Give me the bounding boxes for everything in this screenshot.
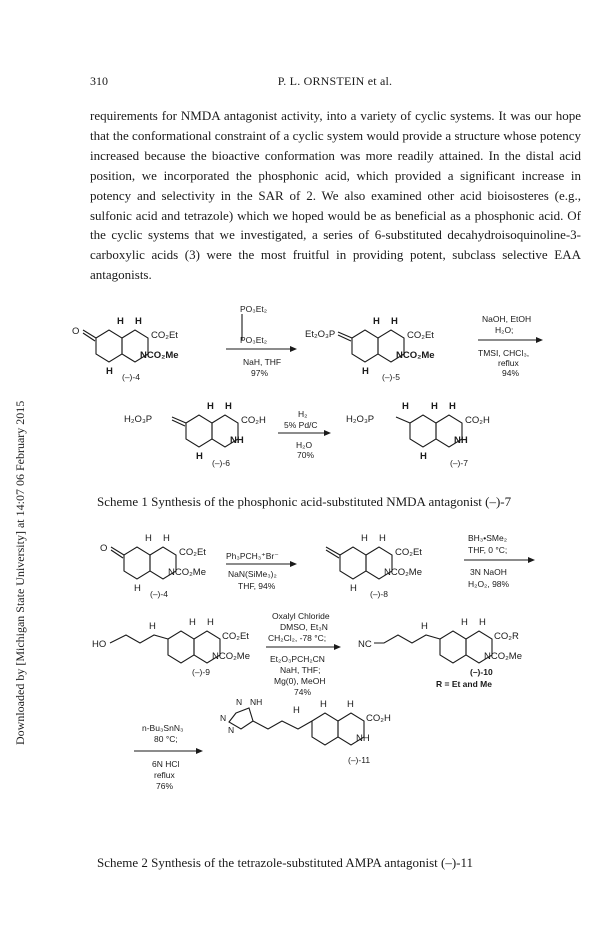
compound-11 <box>220 697 391 765</box>
h-label: H <box>117 316 124 327</box>
h-label: H <box>420 451 427 462</box>
acid-group: CO₂H <box>241 415 266 426</box>
scheme-2-caption: Scheme 2 Synthesis of the tetrazole-substituted AMPA antagonist (–)-11 <box>97 855 473 870</box>
h-label: H <box>207 617 214 628</box>
ester-group: CO₂Et <box>222 631 249 642</box>
reaction-arrow-1 <box>226 551 297 591</box>
compound-6 <box>124 401 266 468</box>
compound-label: (–)-7 <box>450 458 468 468</box>
r-group-definition: R = Et and Me <box>436 679 492 689</box>
h-label: H <box>347 699 354 710</box>
h-label: H <box>391 316 398 327</box>
tetrazole-nitrogen: N <box>220 713 227 723</box>
ester-group: CO₂Et <box>151 330 178 341</box>
h-label: H <box>350 583 357 594</box>
h-label: H <box>106 366 113 377</box>
hydroxyl-group: HO <box>92 639 107 650</box>
h-label: H <box>163 533 170 544</box>
carbamate-group: NCO₂Me <box>168 567 206 578</box>
reagent-text: THF, 0 °C; <box>468 545 508 555</box>
h-label: H <box>135 316 142 327</box>
acid-group: CO₂H <box>366 713 391 724</box>
amine-group: NH <box>356 733 370 744</box>
amine-group: NH <box>230 435 244 446</box>
page-number: 310 <box>90 74 108 88</box>
reagent-text: PO₃Et₂ <box>240 335 268 345</box>
reagent-text: Et₂O₃PCH₂CN <box>270 654 325 664</box>
compound-8 <box>326 533 422 599</box>
reagent-text: 5% Pd/C <box>284 420 318 430</box>
scheme-1-caption: Scheme 1 Synthesis of the phosphonic acid-substituted NMDA antagonist (–)-7 <box>97 494 512 509</box>
carbamate-group: NCO₂Me <box>396 350 435 361</box>
compound-label: (–)-9 <box>192 667 210 677</box>
reagent-text: n-Bu₃SnN₃ <box>142 723 184 733</box>
reagent-text: NaH, THF; <box>280 665 321 675</box>
ketone-oxygen: O <box>100 543 108 554</box>
yield-text: 74% <box>294 687 312 697</box>
phosphonic-acid-group: H₂O₃P <box>124 414 153 425</box>
compound-5 <box>305 316 435 382</box>
h-label: H <box>373 316 380 327</box>
reagent-text: CH₂Cl₂, -78 °C; <box>268 633 327 643</box>
h-label: H <box>320 699 327 710</box>
yield-text: 76% <box>156 781 174 791</box>
reagent-text: H₂O; <box>495 325 514 335</box>
reagent-text: NaN(SiMe₃)₂ <box>228 569 277 579</box>
reagent-text: 6N HCl <box>152 759 180 769</box>
reagent-text: NaH, THF <box>243 357 282 367</box>
h-label: H <box>134 583 141 594</box>
running-title: P. L. ORNSTEIN et al. <box>277 74 393 88</box>
carbamate-group: NCO₂Me <box>212 651 250 662</box>
acid-group: CO₂H <box>465 415 490 426</box>
h-label: H <box>225 401 232 412</box>
reagent-text: NaOH, EtOH <box>482 314 532 324</box>
h-label: H <box>431 401 438 412</box>
h-label: H <box>149 621 156 632</box>
reagent-text: H₂ <box>298 409 308 419</box>
carbamate-group: NCO₂Me <box>384 567 422 578</box>
h-label: H <box>479 617 486 628</box>
yield-text: 70% <box>297 450 315 460</box>
h-label: H <box>145 533 152 544</box>
compound-label: (–)-11 <box>348 755 371 765</box>
reagent-text: Mg(0), MeOH <box>274 676 326 686</box>
h-label: H <box>207 401 214 412</box>
ester-group: CO₂Et <box>395 547 422 558</box>
h-label: H <box>189 617 196 628</box>
h-label: H <box>449 401 456 412</box>
compound-9 <box>92 617 250 677</box>
reagent-text: H₂O <box>296 440 313 450</box>
amine-group: NH <box>454 435 468 446</box>
h-label: H <box>461 617 468 628</box>
tetrazole-nitrogen: N <box>236 697 243 707</box>
reagent-text: 3N NaOH <box>470 567 507 577</box>
reagent-text: THF, 94% <box>238 581 276 591</box>
compound-7 <box>346 401 490 468</box>
h-label: H <box>421 621 428 632</box>
reaction-arrow-4 <box>134 723 203 791</box>
h-label: H <box>361 533 368 544</box>
yield-text: 97% <box>251 368 269 378</box>
reagent-text: Ph₃PCH₃⁺Br⁻ <box>226 551 279 561</box>
reaction-arrow-3 <box>278 409 331 460</box>
reagent-text: DMSO, Et₃N <box>280 622 328 632</box>
ester-group: CO₂Et <box>407 330 434 341</box>
carbamate-group: NCO₂Me <box>484 651 522 662</box>
h-label: H <box>402 401 409 412</box>
h-label: H <box>293 705 300 716</box>
scheme-1-graphic <box>0 300 612 490</box>
compound-label: (–)-5 <box>382 372 400 382</box>
body-paragraph: requirements for NMDA antagonist activity, into a variety of cyclic systems. It was our hope that the conformational constraint of a cyclic system would provide a structure whose potency increased because the bioactive conformation was more readily attained. In the distal acid position, we incorporated the phosphonic acid, which provided a significant increase in potency and selectivity in the SAR of 2. We also examined other acid bioisosteres (e.g., sulfonic acid and tetrazole) which we hoped would be as beneficial as a phosphonic acid. Of the cyclic systems that we investigated, a series of 6-substituted decahydroisoquinoline-3-carboxylic acids (3) were the most fruitful in providing potent, subclass selective EAA antagonists. <box>90 108 581 283</box>
reagent-text: PO₃Et₂ <box>240 304 268 314</box>
compound-4 <box>100 533 206 599</box>
reagent-text: TMSI, CHCl₃, <box>478 348 530 358</box>
download-watermark: Downloaded by [Michigan State University] at 14:07 06 February 2015 <box>13 400 27 745</box>
compound-label: (–)-8 <box>370 589 388 599</box>
h-label: H <box>362 366 369 377</box>
tetrazole-nh: NH <box>250 697 263 707</box>
carbamate-group: NCO₂Me <box>140 350 179 361</box>
reaction-arrow-2 <box>464 533 535 589</box>
scheme-2-graphic <box>0 525 612 855</box>
compound-label: (–)-10 <box>470 667 493 677</box>
nitrile-group: NC <box>358 639 372 650</box>
reaction-arrow-2 <box>478 314 543 378</box>
reagent-text: reflux <box>498 358 519 368</box>
reagent-text: Oxalyl Chloride <box>272 611 330 621</box>
phosphonic-acid-group: H₂O₃P <box>346 414 375 425</box>
ester-group: CO₂Et <box>179 547 206 558</box>
compound-10 <box>358 617 522 689</box>
ester-group: CO₂R <box>494 631 519 642</box>
compound-label: (–)-6 <box>212 458 230 468</box>
ketone-oxygen: O <box>72 326 80 337</box>
yield-text: 94% <box>502 368 520 378</box>
h-label: H <box>196 451 203 462</box>
reaction-arrow-3 <box>266 611 341 697</box>
tetrazole-nitrogen: N <box>228 725 235 735</box>
reagent-text: H₂O₂, 98% <box>468 579 510 589</box>
reagent-text: 80 °C; <box>154 734 178 744</box>
reaction-arrow-1 <box>226 304 297 378</box>
compound-label: (–)-4 <box>122 372 140 382</box>
compound-4 <box>72 316 179 382</box>
reagent-text: BH₃•SMe₂ <box>468 533 508 543</box>
h-label: H <box>379 533 386 544</box>
compound-label: (–)-4 <box>150 589 168 599</box>
reagent-text: reflux <box>154 770 175 780</box>
phosphonate-group: Et₂O₃P <box>305 329 336 340</box>
